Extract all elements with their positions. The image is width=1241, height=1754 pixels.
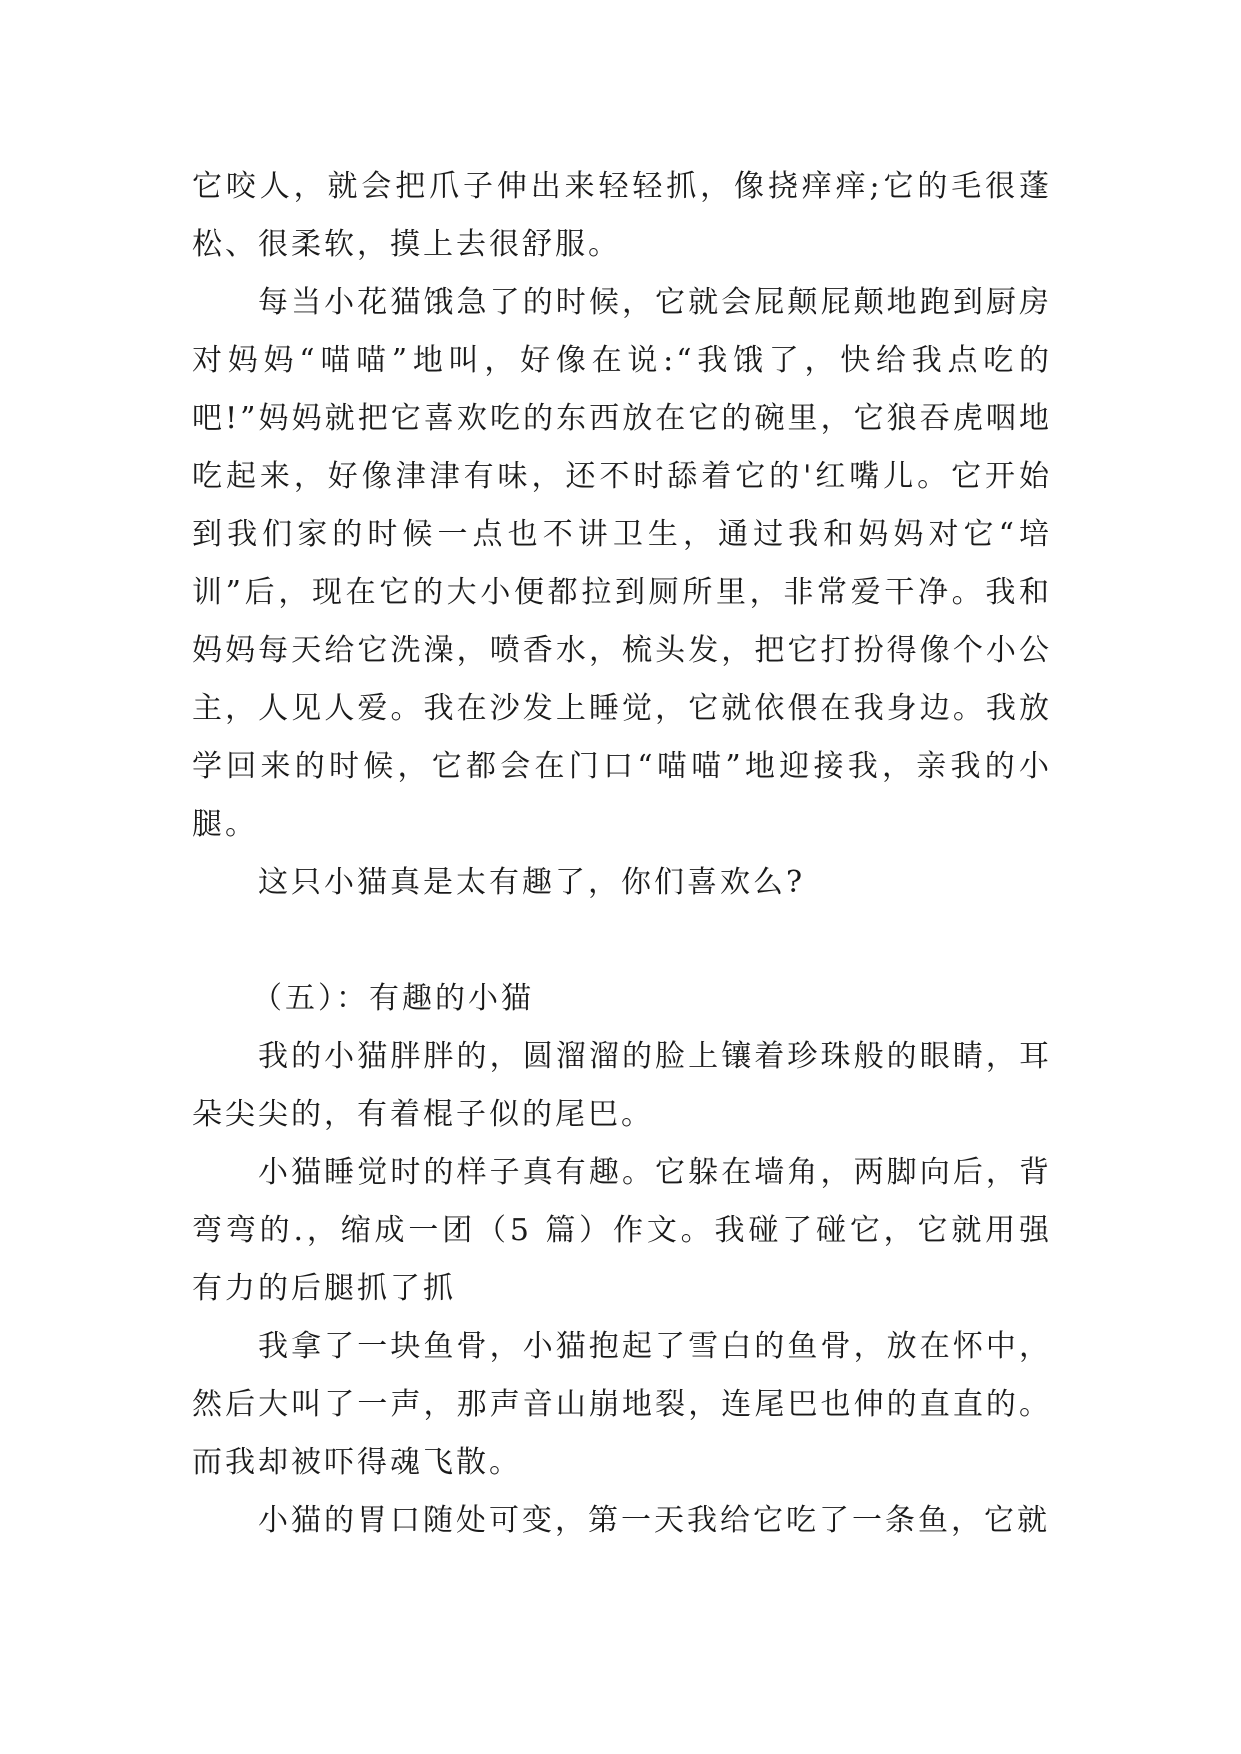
paragraph-4: 我的小猫胖胖的，圆溜溜的脸上镶着珍珠般的眼睛，耳朵尖尖的，有着棍子似的尾巴。 (192, 1039, 1052, 1132)
document-body (192, 158, 1052, 1550)
paragraph-1: 它咬人，就会把爪子伸出来轻轻抓，像挠痒痒;它的毛很蓬松、很柔软，摸上去很舒服。 (192, 169, 1052, 262)
paragraph-7: 小猫的胃口随处可变，第一天我给它吃了一条鱼，它就 (258, 1503, 1050, 1538)
paragraph-2: 每当小花猫饿急了的时候，它就会屁颠屁颠地跑到厨房对妈妈“喵喵”地叫，好像在说:“我饿了，快给我点吃的吧!”妈妈就把它喜欢吃的东西放在它的碗里，它狼吞虎咽地吃起来，好像津津有味，还不时舔着它的'红嘴儿。它开始到我们家的时候一点也不讲卫生，通过我和妈妈对它“培训”后，现在它的大小便都拉到厕所里，非常爱干净。我和妈妈每天给它洗澡，喷香水，梳头发，把它打扮得像个小公主，人见人爱。我在沙发上睡觉，它就依偎在我身边。我放学回来的时候，它都会在门口“喵喵”地迎接我，亲我的小腿。 (192, 285, 1052, 842)
paragraph-5: 小猫睡觉时的样子真有趣。它躲在墙角，两脚向后，背弯弯的.，缩成一团（5 篇）作文。我碰了碰它，它就用强有力的后腿抓了抓 (192, 1155, 1052, 1306)
section-gap (192, 912, 1052, 970)
section-heading: （五）：有趣的小猫 (252, 981, 534, 1016)
paragraph-6: 我拿了一块鱼骨，小猫抱起了雪白的鱼骨，放在怀中，然后大叫了一声，那声音山崩地裂，连尾巴也伸的直直的。而我却被吓得魂飞散。 (192, 1329, 1052, 1480)
paragraph-3: 这只小猫真是太有趣了，你们喜欢么? (258, 865, 806, 900)
